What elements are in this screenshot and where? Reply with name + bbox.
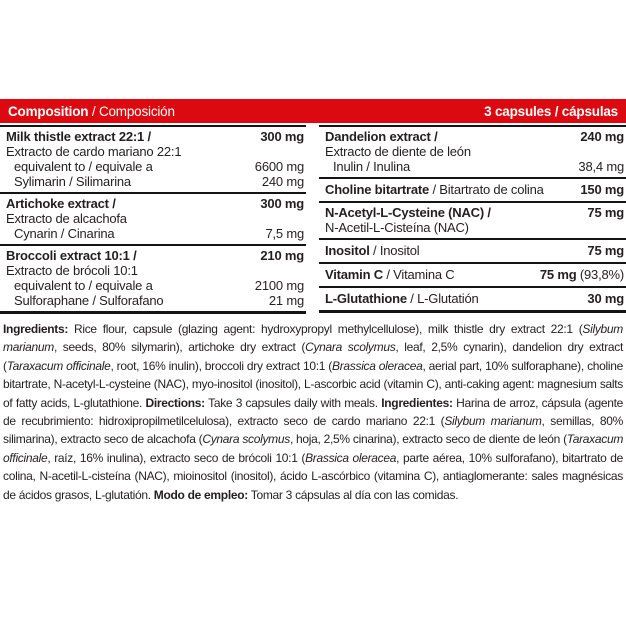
text-segment: / L-Glutatión — [406, 291, 479, 306]
ingredient-amount — [249, 278, 304, 293]
ingredient-name — [325, 144, 471, 159]
serving-size-label — [484, 104, 618, 119]
text-segment: Take 3 capsules daily with meals. — [204, 395, 382, 410]
ingredient-amount — [581, 205, 624, 220]
text-segment: Cynara scolymus — [202, 432, 290, 447]
text-segment: 300 mg — [260, 129, 304, 144]
text-segment: equivalent to / equivale a — [14, 159, 153, 174]
ingredient-row-block — [319, 127, 626, 179]
ingredient-line — [0, 293, 306, 308]
text-segment: 6600 mg — [254, 159, 304, 174]
ingredient-line — [0, 129, 306, 144]
text-segment: Artichoke extract / — [6, 196, 116, 211]
text-segment: (93,8%) — [576, 267, 624, 282]
text-segment: Extracto de diente de león — [325, 144, 471, 159]
ingredient-name — [325, 182, 544, 197]
ingredient-amount — [254, 248, 304, 263]
ingredient-name — [333, 159, 410, 174]
text-segment: / Composición — [88, 103, 175, 119]
composition-table — [0, 125, 626, 314]
ingredient-line — [319, 129, 626, 144]
text-segment: Extracto de alcachofa — [6, 211, 127, 226]
text-segment: L-Glutathione — [325, 291, 407, 306]
ingredient-row-block — [319, 264, 626, 288]
text-segment: 30 mg — [587, 291, 624, 306]
ingredient-name — [6, 196, 116, 211]
text-segment: Broccoli extract 10:1 / — [6, 248, 137, 263]
text-segment: Cynara scolymus — [305, 340, 396, 355]
supplement-facts-label — [0, 99, 626, 504]
text-segment: , semillas, 80% silimarina), extracto seco de alcachofa ( — [3, 414, 623, 447]
text-segment: Inulin / Inulina — [333, 159, 411, 174]
text-segment: equivalent to / equivale a — [14, 278, 153, 293]
text-segment: Extracto de brócoli 10:1 — [6, 263, 138, 278]
text-segment: Harina de arroz, cápsula (agente de recubrimiento: hidroxipropilmetilcelulosa), extracto seco de cardo mariano 22:1 ( — [3, 395, 623, 429]
ingredient-amount — [259, 226, 304, 241]
text-segment: , seeds, 80% silymarin), artichoke dry extract ( — [53, 340, 306, 355]
ingredient-line — [319, 243, 626, 258]
ingredient-amount — [254, 196, 304, 211]
ingredient-amount — [574, 129, 624, 144]
text-segment: Silybum marianum — [3, 322, 623, 355]
ingredient-name — [325, 129, 438, 144]
ingredient-row-block — [0, 246, 306, 314]
ingredient-amount — [581, 291, 624, 306]
text-segment: 75 mg — [587, 243, 624, 258]
ingredient-line — [0, 248, 306, 263]
ingredient-line — [0, 278, 306, 293]
text-segment: Vitamin C — [325, 267, 383, 282]
text-segment: 240 mg — [580, 129, 624, 144]
text-segment: Composition — [8, 103, 89, 119]
text-segment: Cynarin / Cinarina — [14, 226, 115, 241]
ingredient-name — [6, 211, 127, 226]
text-segment: Choline bitartrate — [325, 182, 430, 197]
ingredient-row-block — [319, 179, 626, 203]
ingredient-line — [319, 220, 626, 235]
text-segment: Rice flour, capsule (glazing agent: hydroxypropyl methylcellulose), milk thistle dry extract 22:1 ( — [68, 322, 583, 336]
ingredient-amount — [256, 174, 304, 189]
ingredient-line — [319, 159, 626, 174]
ingredient-name — [14, 278, 153, 293]
ingredient-row-block — [319, 288, 626, 313]
text-segment: Extracto de cardo mariano 22:1 — [6, 144, 182, 159]
ingredient-line — [0, 226, 306, 241]
ingredient-name — [6, 129, 151, 144]
ingredient-amount — [534, 267, 624, 282]
ingredient-row-block — [0, 194, 306, 246]
ingredient-amount — [574, 182, 624, 197]
ingredient-line — [0, 263, 306, 278]
ingredient-amount — [581, 243, 624, 258]
ingredient-name — [325, 220, 469, 235]
ingredient-line — [0, 159, 306, 174]
text-segment: 2100 mg — [254, 278, 304, 293]
text-segment: Taraxacum officinale — [6, 358, 111, 373]
text-segment: 240 mg — [261, 174, 304, 189]
ingredient-line — [319, 205, 626, 220]
ingredient-line — [0, 211, 306, 226]
text-segment: , root, 16% inulin), broccoli dry extract 10:1 ( — [110, 358, 333, 373]
text-segment: N-Acetyl-L-Cysteine (NAC) / — [325, 205, 491, 220]
ingredient-row-block — [319, 203, 626, 240]
text-segment: Modo de empleo: — [153, 487, 248, 502]
text-segment: Tomar 3 cápsulas al día con las comidas. — [247, 487, 459, 502]
text-segment: Ingredientes: — [381, 395, 453, 410]
ingredient-line — [319, 291, 626, 306]
composition-header-bar — [0, 99, 626, 123]
ingredient-name — [6, 144, 181, 159]
ingredient-line — [0, 196, 306, 211]
ingredient-amount — [254, 129, 304, 144]
ingredient-line — [319, 267, 626, 282]
ingredient-amount — [572, 159, 624, 174]
ingredient-name — [6, 263, 138, 278]
text-segment: Inositol — [325, 243, 370, 258]
text-segment: Milk thistle extract 22:1 / — [6, 129, 151, 144]
ingredient-amount — [263, 293, 304, 308]
text-segment: 21 mg — [268, 293, 304, 308]
ingredient-name — [6, 248, 137, 263]
text-segment: Brassica oleracea — [305, 450, 397, 465]
text-segment: 3 capsules / cápsulas — [484, 103, 618, 119]
text-segment: , aerial part, 10% sulforaphane), choline bitartrate, N-acetyl-L-cysteine (NAC), myo-inositol (inositol), L-ascorbic acid (vitamin C), anti-caking agent: magnesium salts of fatty acids, L-glutathione. — [3, 358, 624, 410]
ingredient-name — [14, 159, 153, 174]
text-segment: Directions: — [145, 395, 205, 410]
ingredient-name — [325, 291, 479, 306]
ingredient-name — [325, 243, 419, 258]
composition-title — [8, 104, 175, 119]
text-segment: 210 mg — [260, 248, 304, 263]
ingredients-paragraph — [3, 320, 623, 504]
text-segment: , parte aérea, 10% sulforafano), bitartrato de colina, N-acetil-L-cisteína (NAC), mioinositol (inositol), ácido L-ascórbico (vitamina C), antiaglomerante: sales magnésicas de ácidos grasos, L-glutatión. — [3, 450, 624, 502]
text-segment: 38,4 mg — [578, 159, 624, 174]
text-segment: Sylimarin / Silimarina — [14, 174, 131, 189]
ingredient-line — [319, 144, 626, 159]
text-segment: 7,5 mg — [265, 226, 304, 241]
text-segment: 75 mg — [539, 267, 577, 282]
text-segment: / Vitamina C — [382, 267, 455, 282]
text-segment: Dandelion extract / — [325, 129, 438, 144]
text-segment: , hoja, 2,5% cinarina), extracto seco de diente de león ( — [289, 432, 567, 447]
text-segment: 300 mg — [260, 196, 304, 211]
ingredient-name — [14, 293, 163, 308]
text-segment: Ingredients: — [3, 322, 69, 336]
composition-table-right-column — [319, 125, 626, 314]
text-segment: Taraxacum officinale — [3, 432, 624, 465]
text-segment: / Inositol — [369, 243, 420, 258]
ingredient-name — [14, 226, 114, 241]
ingredient-line — [0, 144, 306, 159]
text-segment: , raíz, 16% inulina), extracto seco de brócoli 10:1 ( — [47, 450, 306, 465]
text-segment: Silybum marianum — [444, 414, 542, 429]
ingredient-amount — [249, 159, 304, 174]
ingredient-name — [325, 267, 455, 282]
composition-table-left-column — [0, 125, 306, 314]
text-segment: 75 mg — [587, 205, 624, 220]
ingredient-row-block — [319, 240, 626, 264]
ingredient-name — [14, 174, 131, 189]
text-segment: , leaf, 2,5% cynarin), dandelion dry extract ( — [3, 340, 623, 373]
text-segment: Sulforaphane / Sulforafano — [14, 293, 164, 308]
text-segment: / Bitartrato de colina — [429, 182, 544, 197]
ingredient-row-block — [0, 127, 306, 194]
text-segment: Brassica oleracea — [332, 358, 423, 373]
text-segment: N-Acetil-L-Cisteína (NAC) — [325, 220, 469, 235]
ingredient-line — [0, 174, 306, 189]
ingredient-name — [325, 205, 491, 220]
text-segment: 150 mg — [580, 182, 624, 197]
ingredient-line — [319, 182, 626, 197]
